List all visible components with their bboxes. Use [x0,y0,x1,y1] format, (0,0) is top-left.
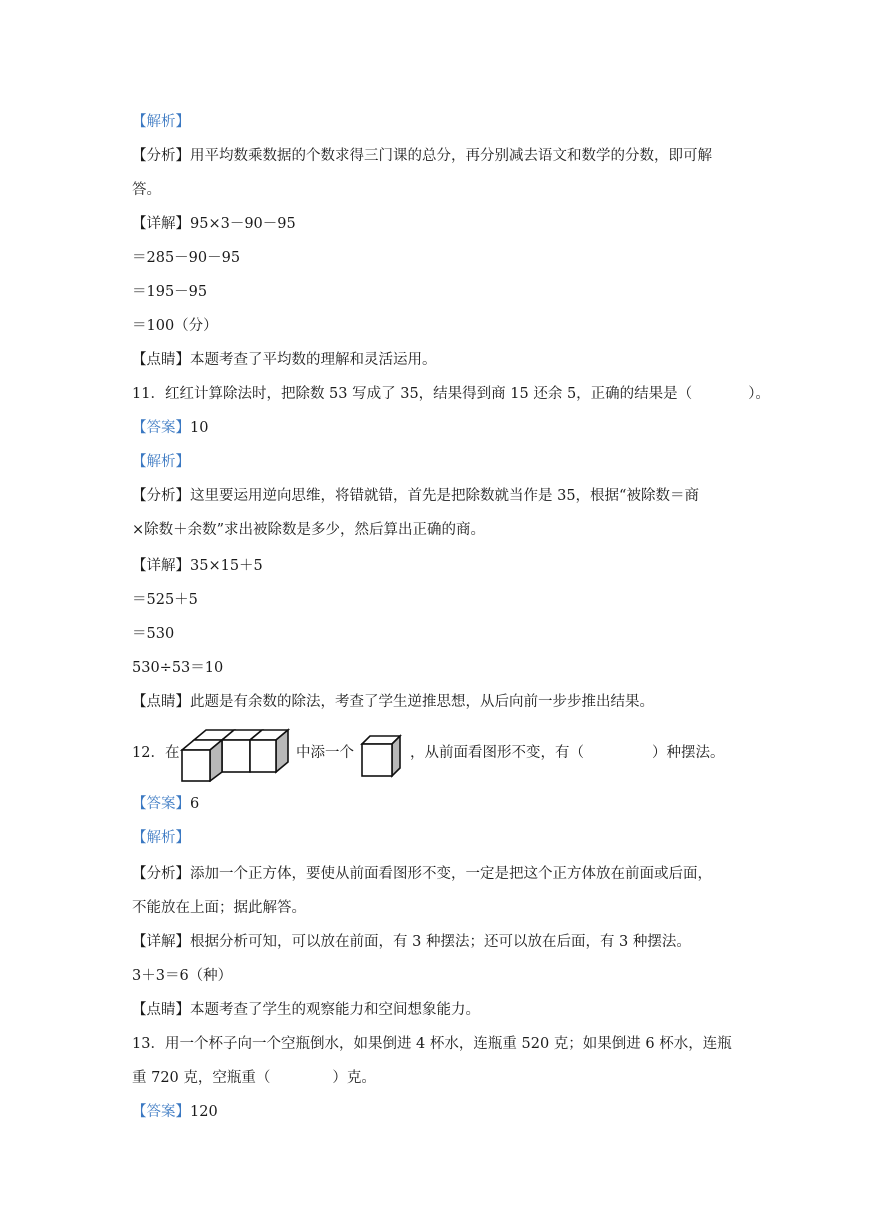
calc-line: ＝530 [132,626,175,642]
question-12-end: ，从前面看图形不变，有（ ）种摆法。 [410,745,725,761]
single-cube-icon [360,734,404,778]
question-13: 13．用一个杯子向一个空瓶倒水，如果倒进 4 杯水，连瓶重 520 克；如果倒进 6 杯水，连瓶 [132,1036,732,1052]
question-11: 11．红红计算除法时，把除数 53 写成了 35，结果得到商 15 还余 5，正确的结果是（ ）。 [132,386,770,402]
question-13-cont: 重 720 克，空瓶重（ ）克。 [132,1070,376,1086]
fenxi-line: 【分析】添加一个正方体，要使从前面看图形不变，一定是把这个正方体放在前面或后面， [132,866,712,882]
calc-line: ＝195－95 [132,284,208,300]
xiangjie-line: 【详解】根据分析可知，可以放在前面，有 3 种摆法；还可以放在后面，有 3 种摆法。 [132,934,691,950]
answer-line: 【答案】10 [132,420,209,436]
text-line: 不能放在上面；据此解答。 [132,900,306,916]
answer-line: 【答案】6 [132,796,200,812]
analysis-heading: 【解析】 [132,114,190,130]
xiangjie-line: 【详解】35×15＋5 [132,558,263,574]
fenxi-line: 【分析】这里要运用逆向思维，将错就错，首先是把除数就当作是 35，根据“被除数＝商 [132,488,699,504]
dianjing-line: 【点睛】此题是有余数的除法，考查了学生逆推思想，从后向前一步步推出结果。 [132,694,654,710]
calc-line: ＝100（分） [132,318,218,334]
analysis-heading: 【解析】 [132,454,190,470]
text-line: ×除数＋余数”求出被除数是多少，然后算出正确的商。 [132,522,486,538]
dianjing-line: 【点睛】本题考查了学生的观察能力和空间想象能力。 [132,1002,480,1018]
calc-line: ＝525＋5 [132,592,198,608]
calc-line: ＝285－90－95 [132,250,241,266]
calc-line: 3＋3＝6（种） [132,968,233,984]
dianjing-line: 【点睛】本题考查了平均数的理解和灵活运用。 [132,352,437,368]
xiangjie-line: 【详解】95×3－90－95 [132,216,296,232]
three-cube-figure [178,728,290,782]
analysis-heading: 【解析】 [132,830,190,846]
text-line: 答。 [132,182,161,198]
answer-line: 【答案】120 [132,1104,218,1120]
question-12-mid: 中添一个 [296,745,354,761]
fenxi-line: 【分析】用平均数乘数据的个数求得三门课的总分，再分别减去语文和数学的分数，即可解 [132,148,712,164]
question-12: 12．在 [132,745,180,761]
calc-line: 530÷53＝10 [132,660,224,676]
